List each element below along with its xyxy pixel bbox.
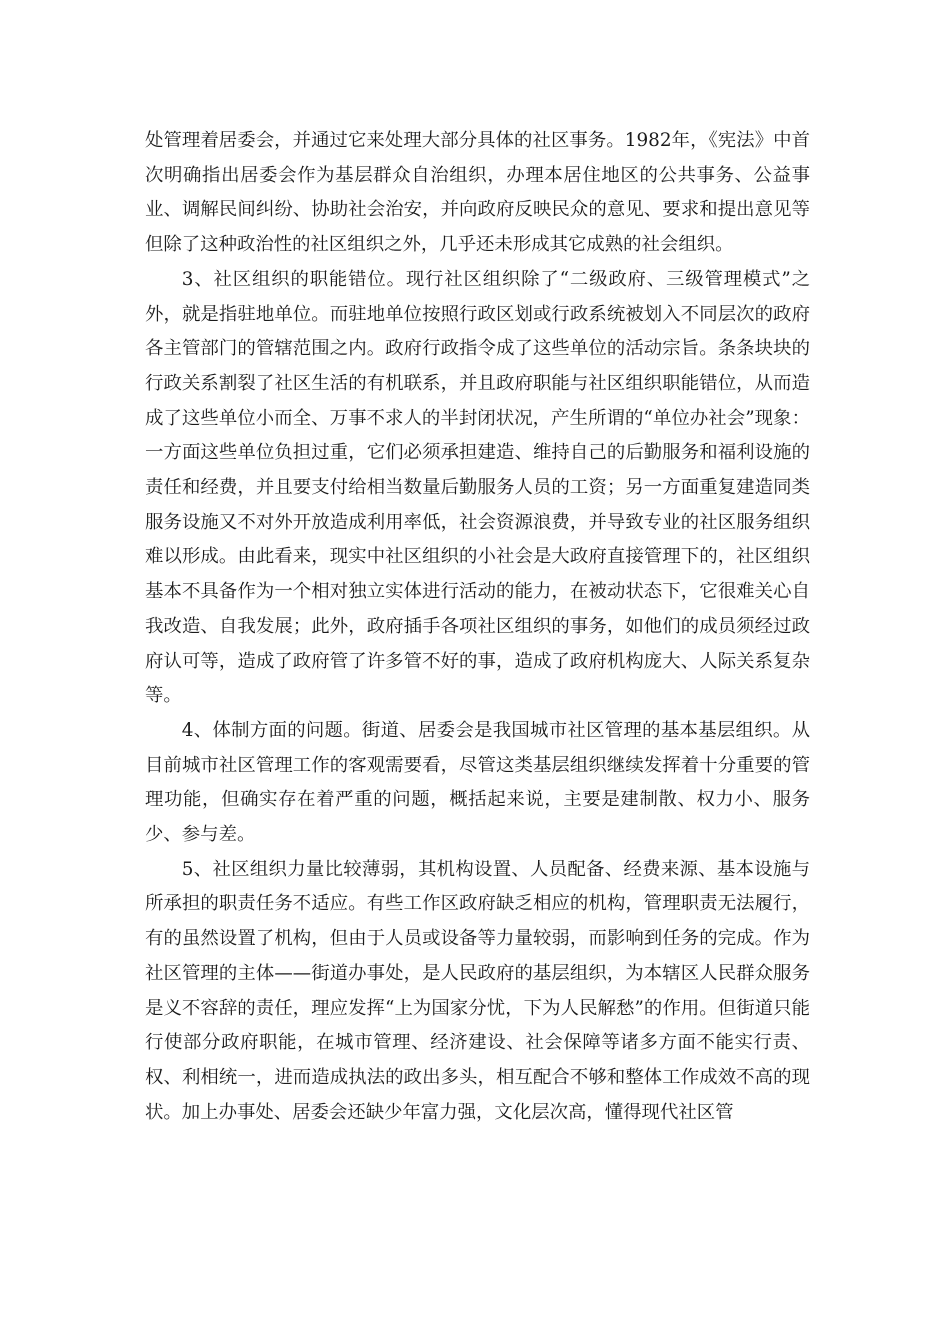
paragraph-continuation: 处管理着居委会，并通过它来处理大部分具体的社区事务。1982年，《宪法》中首次明确指出居委会作为基层群众自治组织，办理本居住地区的公共事务、公益事业、调解民间纠纷、协助社会治安，并向政府反映民众的意见、要求和提出意见等但除了这种政治性的社区组织之外，几乎还未形成其它成熟的社会组织。 — [145, 130, 810, 256]
paragraph-item-5: 5、社区组织力量比较薄弱，其机构设置、人员配备、经费来源、基本设施与所承担的职责任务不适应。有些工作区政府缺乏相应的机构，管理职责无法履行，有的虽然设置了机构，但由于人员或设备等力量较弱，而影响到任务的完成。作为社区管理的主体——街道办事处，是人民政府的基层组织，为本辖区人民群众服务是义不容辞的责任，理应发挥“上为国家分忧，下为人民解愁”的作用。但街道只能行使部分政府职能，在城市管理、经济建设、社会保障等诸多方面不能实行责、权、利相统一，进而造成执法的政出多头，相互配合不够和整体工作成效不高的现状。加上办事处、居委会还缺少年富力强，文化层次高，懂得现代社区管 — [145, 858, 810, 1123]
paragraph-item-4: 4、体制方面的问题。街道、居委会是我国城市社区管理的基本基层组织。从目前城市社区管理工作的客观需要看，尽管这类基层组织继续发挥着十分重要的管理功能，但确实存在着严重的问题，概括起来说，主要是建制散、权力小、服务少、参与差。 — [145, 719, 810, 846]
paragraph-item-3: 3、社区组织的职能错位。现行社区组织除了“二级政府、三级管理模式”之外，就是指驻地单位。而驻地单位按照行政区划或行政系统被划入不同层次的政府各主管部门的管辖范围之内。政府行政指令成了这些单位的活动宗旨。条条块块的行政关系割裂了社区生活的有机联系，并且政府职能与社区组织职能错位，从而造成了这些单位小而全、万事不求人的半封闭状况，产生所谓的“单位办社会”现象：一方面这些单位负担过重，它们必须承担建造、维持自己的后勤服务和福利设施的责任和经费，并且要支付给相当数量后勤服务人员的工资；另一方面重复建造同类服务设施又不对外开放造成利用率低，社会资源浪费，并导致专业的社区服务组织难以形成。由此看来，现实中社区组织的小社会是大政府直接管理下的，社区组织基本不具备作为一个相对独立实体进行活动的能力，在被动状态下，它很难关心自我改造、自我发展；此外，政府插手各项社区组织的事务，如他们的成员须经过政府认可等，造成了政府管了许多管不好的事，造成了政府机构庞大、人际关系复杂等。 — [145, 268, 810, 707]
document-body — [145, 124, 810, 1130]
